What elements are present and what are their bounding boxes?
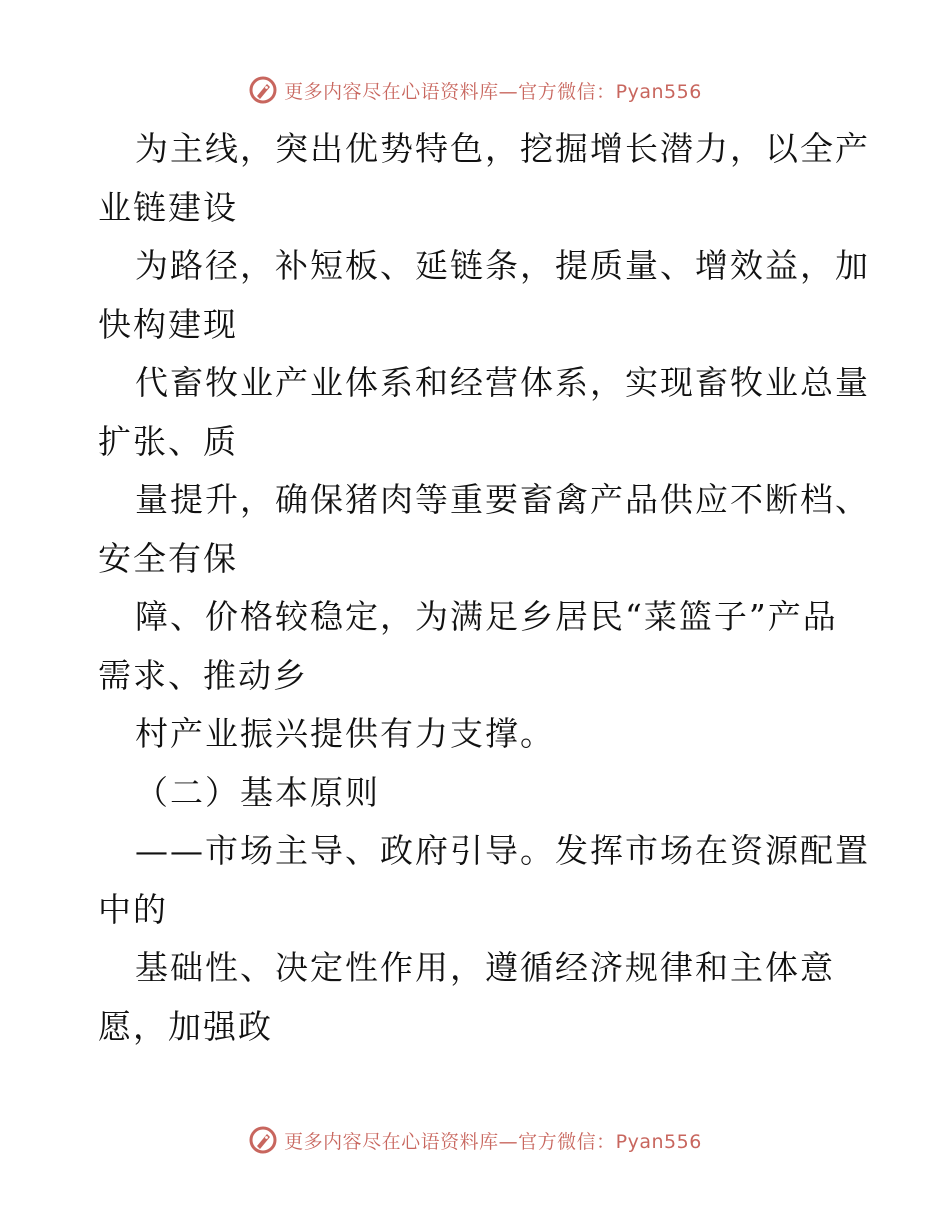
text-line: 快构建现 xyxy=(98,304,238,344)
text-line: 安全有保 xyxy=(98,538,238,578)
text-line: 扩张、质 xyxy=(98,421,238,461)
header-banner xyxy=(0,70,950,110)
text-line: 代畜牧业产业体系和经营体系，实现畜牧业总量 xyxy=(135,363,870,402)
text-line: 需求、推动乡 xyxy=(98,655,308,695)
section-heading: （二）基本原则 xyxy=(135,772,380,812)
text-line: ——市场主导、政府引导。发挥市场在资源配置 xyxy=(135,831,870,870)
text-line: 为主线，突出优势特色，挖掘增长潜力，以全产 xyxy=(135,129,870,168)
text-line: 基础性、决定性作用，遵循经济规律和主体意 xyxy=(135,948,835,987)
text-line: 业链建设 xyxy=(98,187,238,227)
banner-text: 更多内容尽在心语资料库—官方微信：Pyan556 xyxy=(284,1130,702,1153)
text-line: 量提升，确保猪肉等重要畜禽产品供应不断档、 xyxy=(135,480,870,519)
document-body xyxy=(98,120,870,1056)
text-line: 中的 xyxy=(98,889,168,929)
text-line: 为路径，补短板、延链条，提质量、增效益，加 xyxy=(135,246,870,285)
text-line: 村产业振兴提供有力支撑。 xyxy=(135,714,555,753)
footer-banner xyxy=(0,1120,950,1160)
text-line: 愿，加强政 xyxy=(98,1006,273,1046)
banner-text: 更多内容尽在心语资料库—官方微信：Pyan556 xyxy=(284,80,702,103)
pen-nib-logo-icon xyxy=(248,1125,278,1155)
pen-nib-logo-icon xyxy=(248,75,278,105)
text-line: 障、价格较稳定，为满足乡居民“菜篮子”产品 xyxy=(135,597,838,636)
